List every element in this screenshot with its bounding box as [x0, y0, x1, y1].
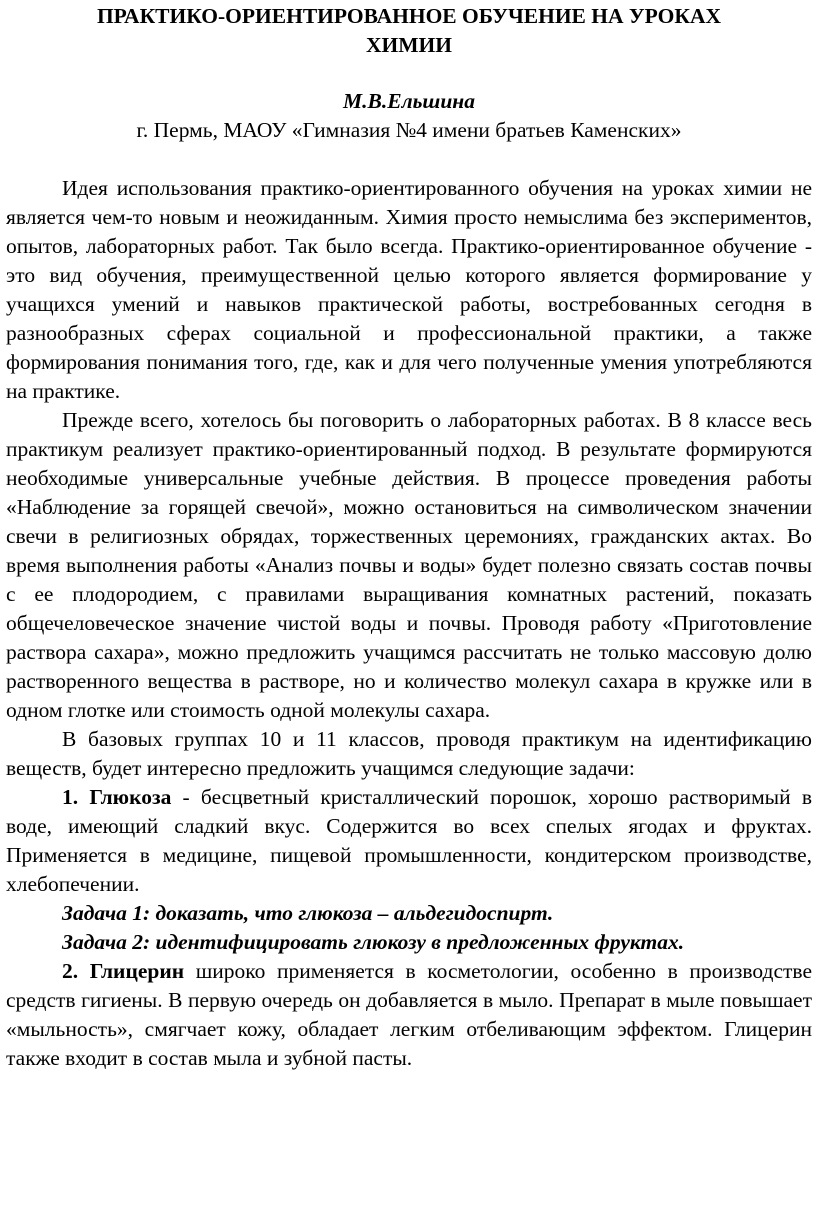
- paragraph-lab-works: Прежде всего, хотелось бы поговорить о лабораторных работах. В 8 классе весь практикум реализует практико-ориентированный подход. В результате формируются необходимые универсальные учебные действия. В процессе проведения работы «Наблюдение за горящей свечой», можно остановиться на символическом значении свечи в религиозных обрядах, торжественных церемониях, гражданских актах. Во время выполнения работы «Анализ почвы и воды» будет полезно связать состав почвы с ее плодородием, с правилами выращивания комнатных растений, показать общечеловеческое значение чистой воды и почвы. Проводя работу «Приготовление раствора сахара», можно предложить учащимся рассчитать не только массовую долю растворенного вещества в растворе, но и количество молекул сахара в кружке или в одном глотке или стоимость одной молекулы сахара.: [6, 408, 812, 722]
- list-item-glycerin-lead: 2. Глицерин: [62, 959, 185, 983]
- paragraph-base-groups: В базовых группах 10 и 11 классов, проводя практикум на идентификацию веществ, будет интересно предложить учащимся следующие задачи:: [6, 727, 812, 780]
- document-body: [6, 174, 812, 1073]
- list-item-glycerin-text: широко применяется в косметологии, особенно в производстве средств гигиены. В первую очередь он добавляется в мыло. Препарат в мыле повышает «мыльность», смягчает кожу, обладает легким отбеливающим эффектом. Глицерин также входит в состав мыла и зубной пасты.: [6, 959, 812, 1070]
- task-1: Задача 1: доказать, что глюкоза – альдегидоспирт.: [62, 901, 554, 925]
- list-item-glucose-lead: 1. Глюкоза: [62, 785, 172, 809]
- task-2: Задача 2: идентифицировать глюкозу в предложенных фруктах.: [62, 930, 685, 954]
- document-title: ПРАКТИКО-ОРИЕНТИРОВАННОЕ ОБУЧЕНИЕ НА УРОКАХ ХИМИИ: [96, 4, 722, 57]
- author-name: М.В.Ельшина: [343, 89, 475, 113]
- paragraph-intro: Идея использования практико-ориентированного обучения на уроках химии не является чем-то новым и неожиданным. Химия просто немыслима без экспериментов, опытов, лабораторных работ. Так было всегда. Практико-ориентированное обучение - это вид обучения, преимущественной целью которого является формирование у учащихся умений и навыков практической работы, востребованных сегодня в разнообразных сферах социальной и профессиональной практики, а также формирования понимания того, где, как и для чего полученные умения употребляются на практике.: [6, 176, 812, 403]
- list-item-glycerin: [6, 957, 812, 1073]
- list-item-glucose: [6, 783, 812, 899]
- list-item-glucose-text: - бесцветный кристаллический порошок, хорошо растворимый в воде, имеющий сладкий вкус. Содержится во всех спелых ягодах и фруктах. Применяется в медицине, пищевой промышленности, кондитерском производстве, хлебопечении.: [6, 785, 812, 896]
- author-affiliation: г. Пермь, МАОУ «Гимназия №4 имени братьев Каменских»: [136, 118, 682, 142]
